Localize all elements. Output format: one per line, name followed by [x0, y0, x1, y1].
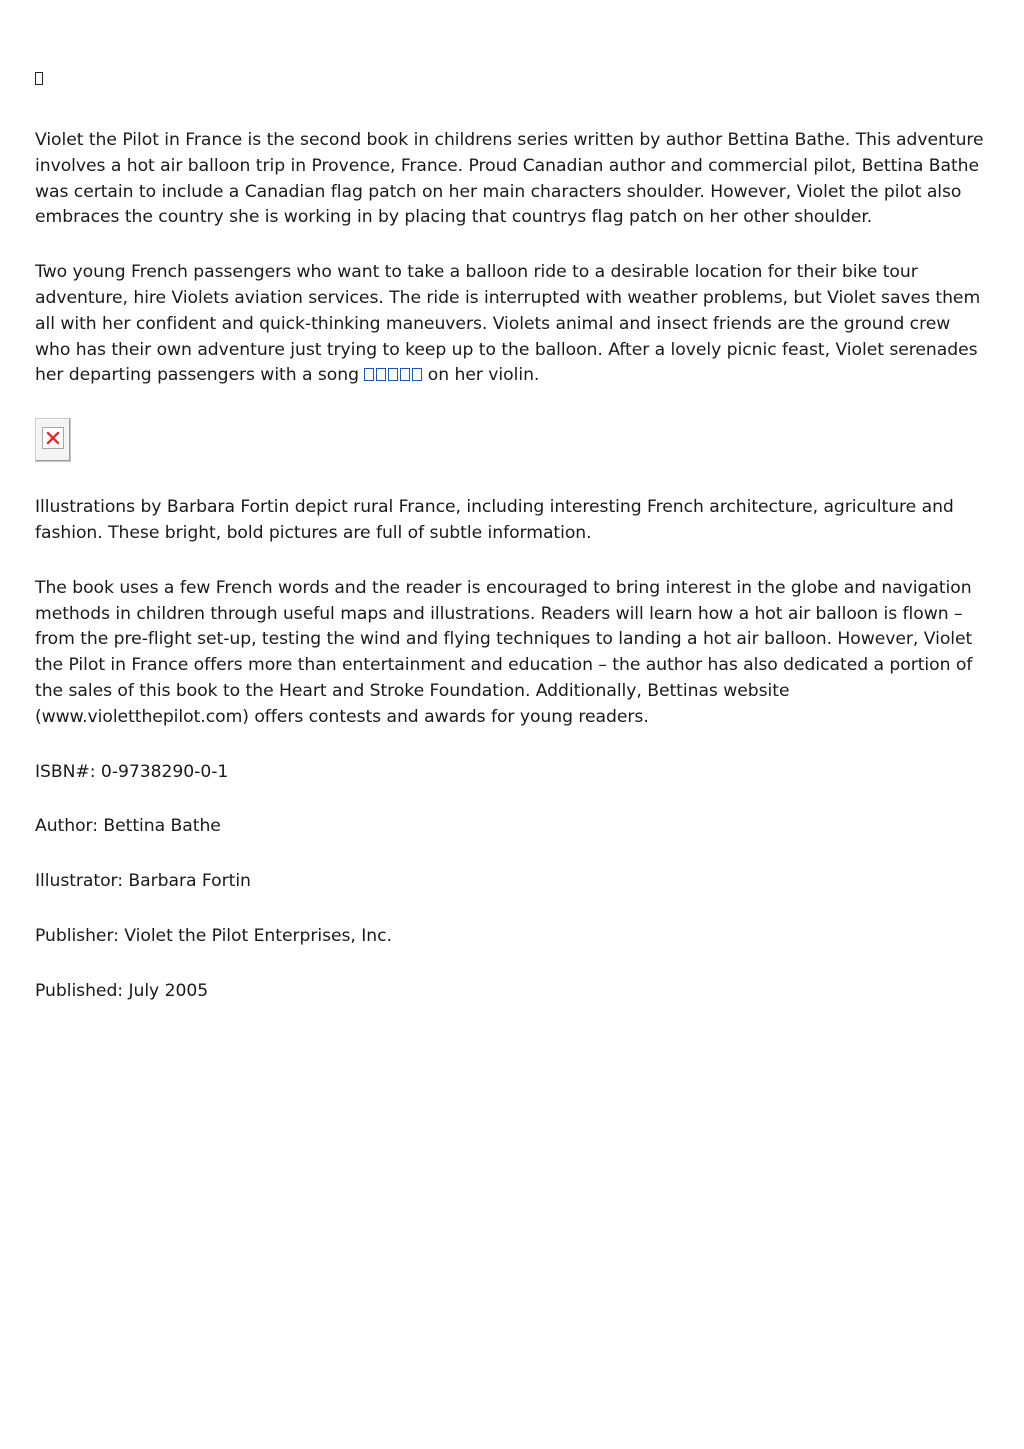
- author-line: Author: Bettina Bathe: [35, 816, 221, 837]
- published-line: Published: July 2005: [35, 980, 209, 1001]
- song-link[interactable]: [364, 365, 422, 385]
- paragraph-intro: Violet the Pilot in France is the second book in childrens series written by author Bettina Bathe. This adventure involves a hot air balloon trip in Provence, France. Proud Canadian author and commercial pilot, Bettina Bathe was certain to include a Canadian flag patch on her main characters shoulder. However, Violet the pilot also embraces the country she is working in by placing that countrys flag patch on her other shoulder.: [35, 130, 984, 228]
- paragraph-education: The book uses a few French words and the reader is encouraged to bring interest in the globe and navigation methods in children through useful maps and illustrations. Readers will learn how a hot air balloon is flown – from the pre-flight set-up, testing the wind and flying techniques to landing a hot air balloon. However, Violet the Pilot in France offers more than entertainment and education – the author has also dedicated a portion of the sales of this book to the Heart and Stroke Foundation. Additionally, Bettinas website (www.violetthepilot.com) offers contests and awards for young readers.: [35, 577, 973, 727]
- paragraph-gap: [35, 895, 990, 924]
- paragraph-gap: [35, 840, 990, 869]
- paragraph-gap: [35, 231, 990, 260]
- close-icon: [46, 431, 60, 445]
- paragraph-story: [35, 260, 990, 389]
- isbn-line: ISBN#: 0-9738290-0-1: [35, 761, 229, 782]
- paragraph-gap: [35, 547, 990, 576]
- paragraph-gap: [35, 950, 990, 979]
- missing-glyph-icon: [35, 72, 43, 85]
- illustrator-line: Illustrator: Barbara Fortin: [35, 871, 251, 892]
- story-text-end: on her violin.: [422, 365, 540, 386]
- broken-image-icon: [35, 418, 71, 462]
- story-text: Two young French passengers who want to take a balloon ride to a desirable location for their bike tour adventure, hire Violets aviation services. The ride is interrupted with weather problems, but Violet saves them all with her confident and quick-thinking maneuvers. Violets animal and insect friends are the ground crew who has their own adventure just trying to keep up to the balloon. After a lovely picnic feast, Violet serenades her departing passengers with a song: [35, 262, 981, 386]
- paragraph-illustrations: Illustrations by Barbara Fortin depict rural France, including interesting French architecture, agriculture and fashion. These bright, bold pictures are full of subtle information.: [35, 497, 954, 543]
- broken-image-frame: [42, 427, 64, 449]
- missing-glyphs-icon: [364, 368, 422, 381]
- publisher-line: Publisher: Violet the Pilot Enterprises, Inc.: [35, 925, 392, 946]
- paragraph-gap: [35, 731, 990, 760]
- paragraph-gap: [35, 785, 990, 814]
